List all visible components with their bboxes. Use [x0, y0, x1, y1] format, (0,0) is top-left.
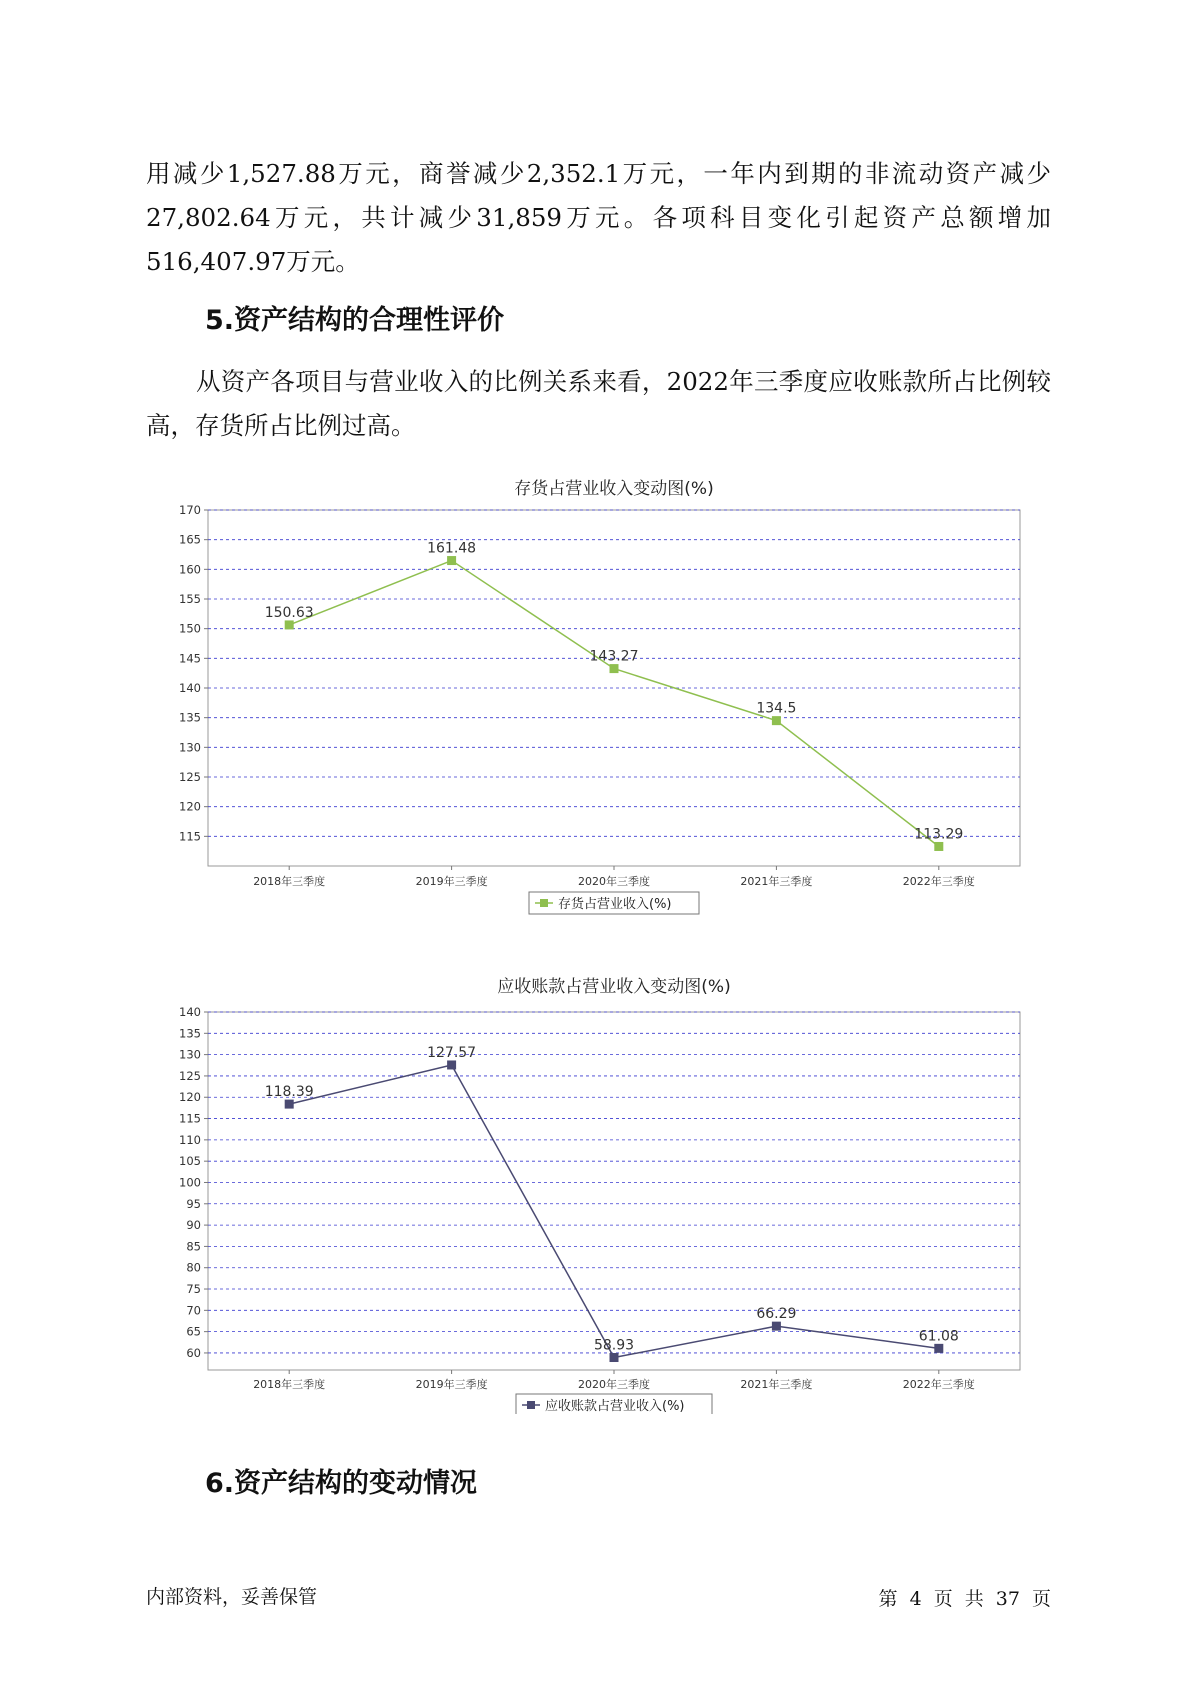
- y-tick-label: 135: [179, 710, 201, 725]
- data-label: 161.48: [427, 540, 477, 557]
- y-tick-label: 120: [179, 799, 201, 814]
- data-point: [447, 1060, 456, 1069]
- data-point: [610, 1353, 619, 1362]
- data-label: 61.08: [918, 1328, 959, 1345]
- x-tick-label: 2021年三季度: [740, 1378, 813, 1391]
- data-label: 143.27: [589, 648, 639, 665]
- y-tick-label: 150: [179, 621, 201, 636]
- legend-marker: [540, 899, 548, 907]
- data-label: 66.29: [756, 1306, 797, 1323]
- y-tick-label: 160: [179, 562, 201, 577]
- inventory-chart-svg: [150, 476, 1030, 926]
- y-tick-label: 140: [179, 1005, 201, 1019]
- plot-area: [208, 1012, 1020, 1370]
- y-tick-label: 130: [179, 740, 201, 755]
- receivables-chart-svg: [150, 974, 1030, 1414]
- data-point: [934, 842, 943, 851]
- x-tick-label: 2019年三季度: [415, 1378, 488, 1391]
- legend-marker: [527, 1401, 535, 1409]
- y-tick-label: 120: [179, 1090, 201, 1105]
- inventory-chart: [150, 476, 1030, 930]
- data-point: [285, 1100, 294, 1109]
- y-tick-label: 105: [179, 1154, 201, 1169]
- data-label: 58.93: [593, 1337, 635, 1354]
- data-label: 134.5: [756, 700, 797, 717]
- y-tick-label: 85: [186, 1239, 201, 1254]
- data-label: 127.57: [427, 1044, 477, 1061]
- x-tick-label: 2021年三季度: [740, 875, 813, 888]
- y-tick-label: 130: [179, 1047, 201, 1062]
- data-point: [772, 1322, 781, 1331]
- legend-label: 存货占营业收入(%): [558, 897, 672, 912]
- y-tick-label: 90: [186, 1218, 201, 1233]
- data-label: 113.29: [914, 826, 964, 843]
- y-tick-label: 100: [179, 1175, 201, 1190]
- body-paragraph-2: 从资产各项目与营业收入的比例关系来看，2022年三季度应收账款所占比例较高，存货所占比例过高。: [146, 367, 1051, 440]
- chart-title: 存货占营业收入变动图(%): [514, 479, 714, 499]
- x-tick-label: 2022年三季度: [902, 1378, 975, 1391]
- y-tick-label: 75: [186, 1282, 201, 1297]
- y-tick-label: 125: [179, 1068, 201, 1083]
- chart-title: 应收账款占营业收入变动图(%): [497, 977, 731, 997]
- y-tick-label: 155: [179, 592, 201, 606]
- data-point: [285, 620, 294, 629]
- x-tick-label: 2018年三季度: [253, 1378, 326, 1391]
- y-tick-label: 170: [179, 503, 201, 517]
- data-point: [610, 664, 619, 673]
- y-tick-label: 60: [186, 1345, 201, 1360]
- x-tick-label: 2018年三季度: [253, 875, 326, 888]
- y-tick-label: 110: [179, 1132, 201, 1147]
- y-tick-label: 80: [186, 1260, 201, 1275]
- y-tick-label: 95: [186, 1196, 201, 1211]
- body-paragraph-1: 用减少1,527.88万元，商誉减少2,352.1万元，一年内到期的非流动资产减少27,802.64万元，共计减少31,859万元。各项科目变化引起资产总额增加516,407.97万元。: [146, 159, 1051, 276]
- y-tick-label: 145: [179, 651, 201, 666]
- legend-label: 应收账款占营业收入(%): [545, 1399, 685, 1414]
- data-label: 150.63: [264, 604, 314, 621]
- y-tick-label: 70: [186, 1303, 201, 1318]
- y-tick-label: 65: [186, 1324, 201, 1339]
- data-label: 118.39: [264, 1084, 314, 1101]
- y-tick-label: 115: [179, 829, 201, 844]
- x-tick-label: 2020年三季度: [578, 875, 650, 888]
- y-tick-label: 135: [179, 1026, 201, 1041]
- section-heading-5: 5.资产结构的合理性评价: [205, 305, 505, 336]
- data-point: [447, 556, 456, 565]
- x-tick-label: 2022年三季度: [902, 875, 975, 888]
- y-tick-label: 165: [179, 532, 201, 547]
- footer-page-info: 第 4 页 共 37 页: [878, 1588, 1051, 1610]
- data-point: [934, 1344, 943, 1353]
- y-tick-label: 115: [179, 1111, 201, 1126]
- section-heading-6: 6.资产结构的变动情况: [205, 1468, 478, 1499]
- footer-confidential: 内部资料，妥善保管: [146, 1586, 318, 1608]
- x-tick-label: 2020年三季度: [578, 1378, 650, 1391]
- receivables-chart: [150, 974, 1030, 1418]
- y-tick-label: 140: [179, 681, 201, 695]
- data-point: [772, 716, 781, 725]
- x-tick-label: 2019年三季度: [415, 875, 488, 888]
- y-tick-label: 125: [179, 770, 201, 784]
